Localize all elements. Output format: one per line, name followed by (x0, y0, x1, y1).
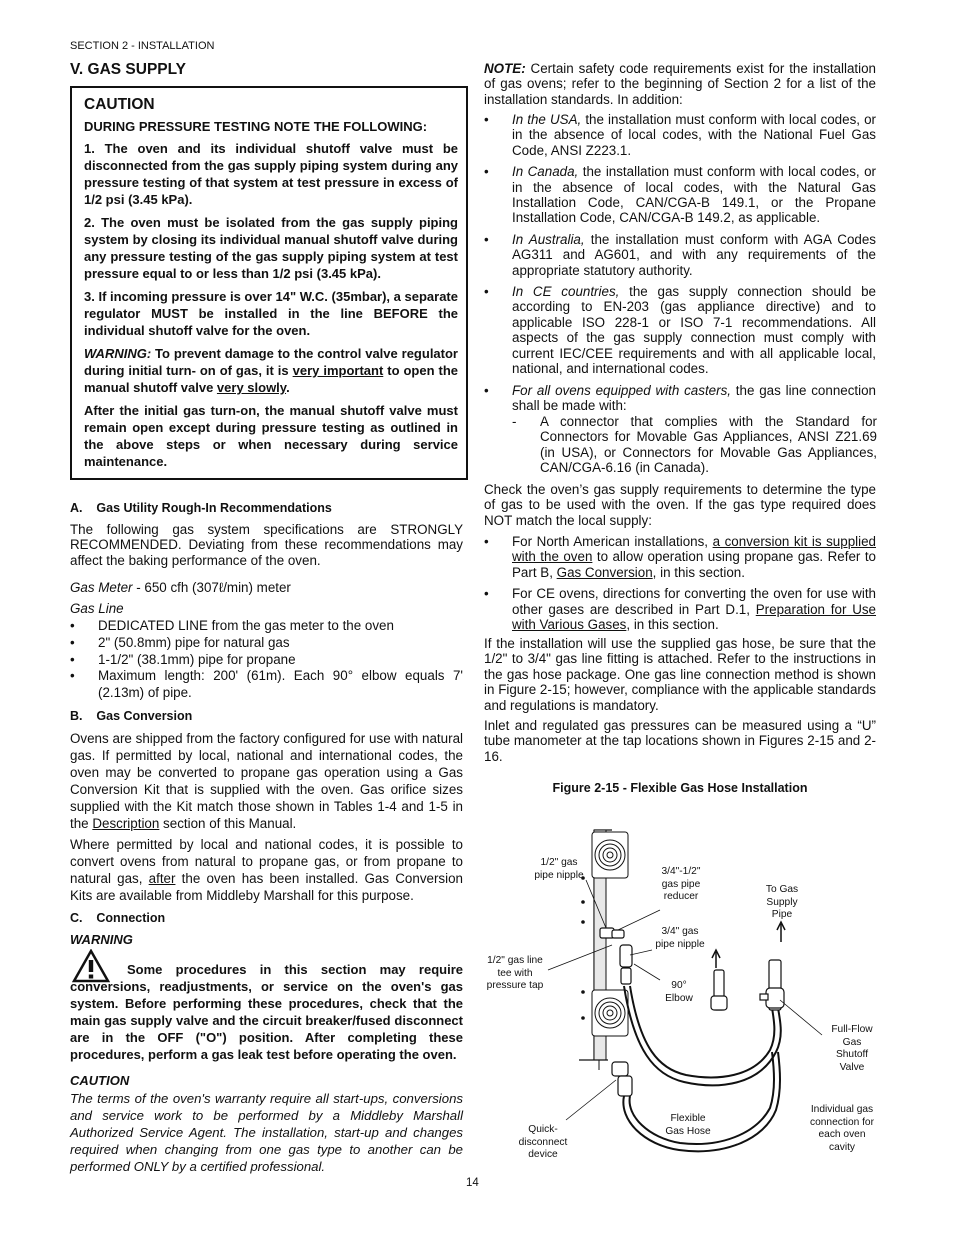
list-item (484, 383, 876, 414)
label-quick: Quick- disconnect device (518, 1124, 568, 1161)
conversion-kit-link: a conversion kit is supplied with the oven (512, 534, 876, 565)
na-text-c: , in this section. (652, 564, 745, 580)
pressure-paragraph: Inlet and regulated gas pressures can be measured using a “U” tube manometer at the tap locations shown in Figures 2-15 and 2-16. (484, 718, 876, 764)
page-title: V. GAS SUPPLY (70, 61, 187, 78)
gas-meter-label: Gas Meter (70, 580, 133, 595)
caution-item-3: 3. If incoming pressure is over 14" W.C. (35mbar), a separate regulator MUST be installed in the line BEFORE the individual shutoff valve for the oven. (84, 289, 458, 338)
gas-meter-line (70, 580, 463, 595)
gas-line-list (70, 618, 463, 702)
warning-text-b: to open the manual shutoff valve (84, 363, 458, 395)
list-item (484, 164, 876, 226)
code-text: the gas supply connection should be according to EN-203 (gas appliance directive) and to applicable ISO 228-1 or ISO 7-1 recommendations. All aspects of the gas supply connection must comply with current IEC/CEE requirements and with all applicable local, national, and international codes. (512, 284, 876, 377)
code-text: the installation must conform with local codes, or in the absence of local codes, with the Natural Gas Installation Code, CAN/CGA-B 149.1, or the Propane Installation Code, CAN/CGA-B 149.2, as applicable. (512, 164, 877, 226)
code-text: the installation must conform with local codes, or in the absence of local codes, with the National Fuel Gas Code, ANSI Z223.1. (512, 112, 876, 158)
code-list (484, 112, 876, 419)
warning-text: Some procedures in this section may require conversions, readjustments, or service on the oven's gas system. Before performing these procedures, check that the main gas supply valve and the circuit breaker/fused disconnect are in the OFF ("O") position. After completing these procedures, perform a gas leak test before operating the oven. (70, 962, 463, 1062)
caution-item-1: 1. The oven and its individual shutoff valve must be disconnected from the gas supply piping system during any pressure testing of that system at test pressure in excess of 1/2 psi (3.45 kPa). (84, 141, 458, 207)
gas-conversion-link: Gas Conversion (556, 564, 653, 580)
na-text-a: For North American installations, (512, 534, 713, 549)
caution-title-c: CAUTION (70, 1073, 130, 1088)
figure-caption: Figure 2-15 - Flexible Gas Hose Installation (552, 781, 808, 795)
p1-text-a: Ovens are shipped from the factory configured for use with natural gas. If permitted by local, national and international codes, the oven may be converted to propane gas operation using a Gas Conversion Kit that is supplied with the oven. Gas orifice sizes supplied with the Kit match those shown in Tables 1-4 and 1-5 in the (70, 731, 463, 831)
note-text: Certain safety code requirements exist for the installation of gas ovens; refer to the beginning of Section 2 for a list of the installation standards. In addition: (484, 61, 876, 107)
list-item: • DEDICATED LINE from the gas meter to the oven (70, 618, 463, 635)
label-tee: 1/2" gas line tee with pressure tap (486, 955, 544, 992)
code-region: In CE countries, (512, 284, 620, 300)
caution-after: After the initial gas turn-on, the manual shutoff valve must remain open except during pressure testing as outlined in the above steps or when necessary during service maintenance. (84, 403, 458, 469)
code-region: For all ovens equipped with casters, (512, 382, 731, 398)
warning-underline-1: very important (292, 363, 384, 378)
list-item (484, 534, 876, 580)
warning-text-a: To prevent damage to the control valve regulator during initial turn- on of gas, it is (84, 346, 458, 378)
code-region: In Canada, (512, 164, 579, 180)
warning-text-c: . (286, 380, 290, 395)
section-b-p1 (70, 731, 463, 832)
section-a-intro: The following gas system specifications are STRONGLY RECOMMENDED. Deviating from these recommendations may affect the baking performance of the oven. (70, 522, 463, 568)
note-label: NOTE: (484, 61, 526, 76)
p2-text-b: the oven has been installed. Gas Conversion Kits are available from Middleby Marshall for this purpose. (70, 870, 463, 903)
label-hose: Flexible Gas Hose (665, 1113, 711, 1137)
caution-subtitle: DURING PRESSURE TESTING NOTE THE FOLLOWING: (84, 119, 428, 134)
section-b-p2 (70, 837, 463, 905)
caution-warning (84, 345, 458, 396)
hose-paragraph: If the installation will use the supplied gas hose, be sure that the 1/2" to 3/4" gas line fitting is attached. Refer to the instructions in the gas hose package. One gas line connection method is shown in Figure 2-15; however, compliance with the applicable standards and regulations is mandatory. (484, 636, 876, 713)
code-text: the installation must conform with AGA Codes AG311 and AG601, and with any requirements of the appropriate statutory authority. (512, 231, 876, 278)
connector-text: A connector that complies with the Standard for Connectors for Movable Gas Appliances, ANSI Z21.69 (in USA), or Connectors for Movable Gas Appliances, CAN/CGA-6.16 (in Canada). (540, 414, 877, 476)
page-number: 14 (466, 1177, 479, 1189)
preparation-link: Preparation for Use with Various Gases (512, 601, 877, 633)
section-header: SECTION 2 - INSTALLATION (70, 40, 215, 52)
code-region: In Australia, (512, 231, 585, 247)
label-to-supply: To Gas Supply Pipe (765, 884, 799, 921)
list-item (484, 586, 876, 632)
list-item: • Maximum length: 200' (61m). Each 90° elbow equals 7' (2.13m) of pipe. (70, 668, 463, 702)
conversion-list (484, 534, 876, 638)
warning-underline-2: very slowly (216, 380, 287, 395)
list-item: • 1-1/2" (38.1mm) pipe for propane (70, 652, 463, 669)
caution-title: CAUTION (84, 96, 155, 113)
label-shutoff: Full-Flow Gas Shutoff Valve (831, 1024, 873, 1073)
p1-text-b: section of this Manual. (159, 815, 297, 831)
ce-text-b: , in this section. (626, 617, 719, 633)
label-half-nipple: 1/2" gas pipe nipple (534, 857, 584, 881)
gas-meter-text: - 650 cfh (307ℓ/min) meter (132, 580, 291, 595)
label-elbow: 90° Elbow (665, 980, 693, 1004)
code-region: In the USA, (512, 112, 582, 127)
warning-label: WARNING: (84, 346, 152, 361)
description-link: Description (92, 815, 160, 831)
section-a-heading: A. Gas Utility Rough-In Recommendations (70, 501, 332, 515)
list-item (484, 284, 876, 376)
warning-title: WARNING (70, 932, 133, 947)
label-reducer: 3/4"-1/2" gas pipe reducer (661, 866, 701, 903)
caution-item-2: 2. The oven must be isolated from the gas supply piping system by closing its individual manual shutoff valve during any pressure testing of the gas supply piping system at test pressure equal to or less than 1/2 psi (3.45 kPa). (84, 215, 458, 281)
list-item: • 2" (50.8mm) pipe for natural gas (70, 635, 463, 652)
p2-text-a: Where permitted by local and national codes, it is possible to convert ovens from natural to propane gas, or from propane to natural gas, (70, 837, 463, 886)
caution-text-c: The terms of the oven's warranty require all start-ups, conversions and service work to be performed by a Middleby Marshall Authorized Service Agent. The installation, start-up and changes required when changing from one gas type to another can be performed ONLY by a certified professional. (70, 1091, 463, 1174)
code-text: the gas line connection shall be made with: (512, 382, 876, 413)
section-c-heading: C. Connection (70, 911, 166, 925)
label-34-nipple: 3/4" gas pipe nipple (655, 926, 705, 950)
na-text-b: to allow operation using propane gas. Refer to Part B, (512, 549, 876, 580)
check-paragraph: Check the oven’s gas supply requirements to determine the type of gas to be used with the oven. If the gas type required does NOT match the local supply: (484, 482, 876, 528)
list-item (484, 232, 876, 278)
note-paragraph (484, 61, 876, 107)
ce-text-a: For CE ovens, directions for converting the oven for use with other gases are described in Part D.1, (512, 586, 876, 617)
label-individual: Individual gas connection for each oven cavity (810, 1104, 874, 1153)
caution-box (70, 86, 468, 480)
section-b-heading: B. Gas Conversion (70, 709, 193, 723)
connector-dash: - (512, 414, 517, 429)
gas-line-label: Gas Line (70, 601, 124, 616)
list-item (484, 112, 876, 158)
after-underline: after (148, 870, 176, 886)
